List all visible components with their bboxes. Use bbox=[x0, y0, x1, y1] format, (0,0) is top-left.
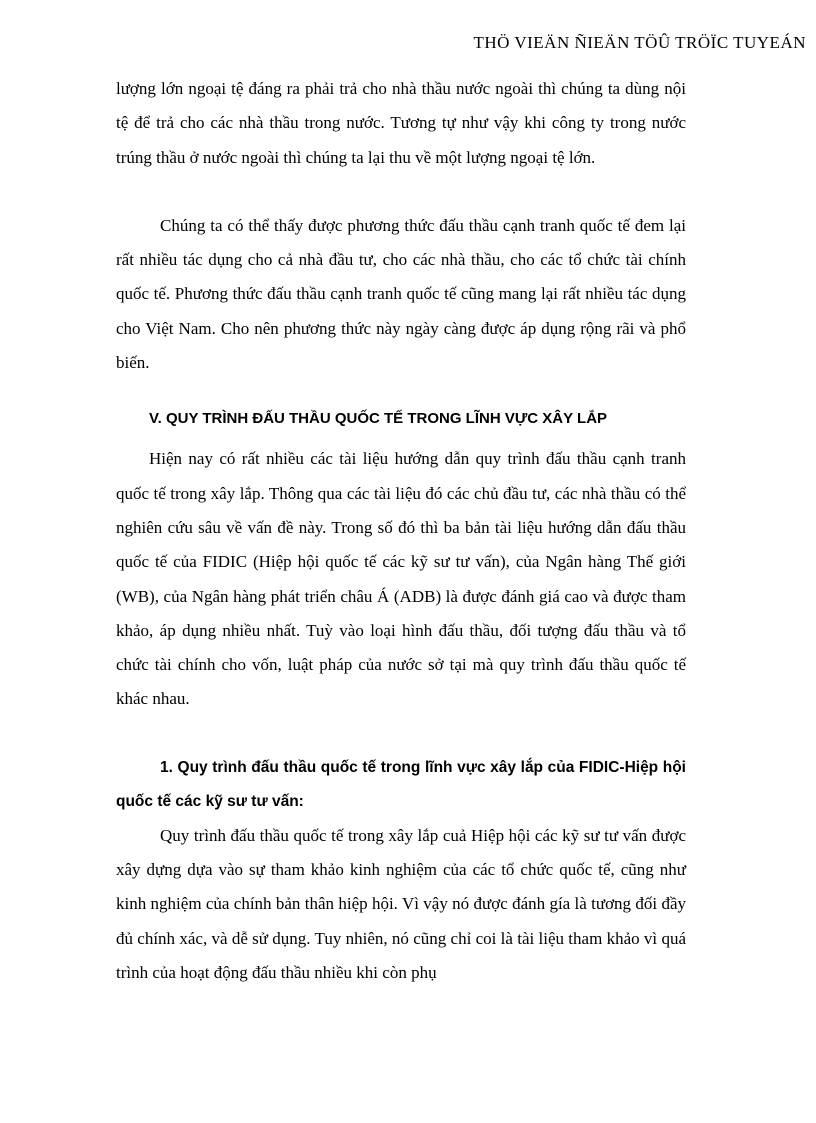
section-heading-v: V. QUY TRÌNH ĐẤU THẦU QUỐC TẾ TRONG LĨNH VỰC XÂY LẮP bbox=[149, 410, 608, 428]
paragraph-foreign-currency: lượng lớn ngoại tệ đáng ra phải trả cho nhà thầu nước ngoài thì chúng ta dùng nội tệ để trả cho các nhà thầu trong nước. Tương tự như vậy khi công ty trong nước trúng thầu ở nước ngoài thì chúng ta lại thu về một lượng ngoại tệ lớn. bbox=[116, 79, 686, 167]
paragraph-benefits: Chúng ta có thể thấy được phương thức đấu thầu cạnh tranh quốc tế đem lại rất nhiều tác dụng cho cả nhà đầu tư, cho các nhà thầu, cho các tổ chức tài chính quốc tế. Phương thức đấu thầu cạnh tranh quốc tế cũng mang lại rất nhiều tác dụng cho Việt Nam. Cho nên phương thức này ngày càng được áp dụng rộng rãi và phổ biến. bbox=[116, 215, 686, 373]
paragraph-guidelines: Hiện nay có rất nhiều các tài liệu hướng dẫn quy trình đấu thầu cạnh tranh quốc tế trong xây lắp. Thông qua các tài liệu đó các chủ đầu tư, các nhà thầu có thể nghiên cứu sâu về vấn đề này. Trong số đó thì ba bản tài liệu hướng dẫn đấu thầu quốc tế của FIDIC (Hiệp hội quốc tế các kỹ sư tư vấn), của Ngân hàng Thế giới (WB), của Ngân hàng phát triển châu Á (ADB) là được đánh giá cao và được tham khảo, áp dụng nhiều nhất. Tuỳ vào loại hình đấu thầu, đối tượng đấu thầu và tổ chức tài chính cho vốn, luật pháp của nước sở tại mà quy trình đấu thầu quốc tế khác nhau. bbox=[116, 449, 686, 709]
page-header: THÖ VIEÄN ÑIEÄN TÖÛ TRÖÏC TUYEÁN bbox=[473, 33, 806, 52]
document-body bbox=[116, 72, 686, 990]
subsection-heading-fidic: 1. Quy trình đấu thầu quốc tế trong lĩnh vực xây lắp của FIDIC-Hiệp hội quốc tế các kỹ sư tư vấn: bbox=[116, 758, 686, 810]
paragraph-fidic-process: Quy trình đấu thầu quốc tế trong xây lắp cuả Hiệp hội các kỹ sư tư vấn được xây dựng dựa vào sự tham khảo kinh nghiệm của các tổ chức quốc tế, cũng như kinh nghiệm của chính bản thân hiệp hội. Vì vậy nó được đánh gía là tương đối đầy đủ chính xác, và dễ sử dụng. Tuy nhiên, nó cũng chỉ coi là tài liệu tham khảo vì quá trình của hoạt động đấu thầu nhiều khi còn phụ bbox=[116, 825, 686, 982]
